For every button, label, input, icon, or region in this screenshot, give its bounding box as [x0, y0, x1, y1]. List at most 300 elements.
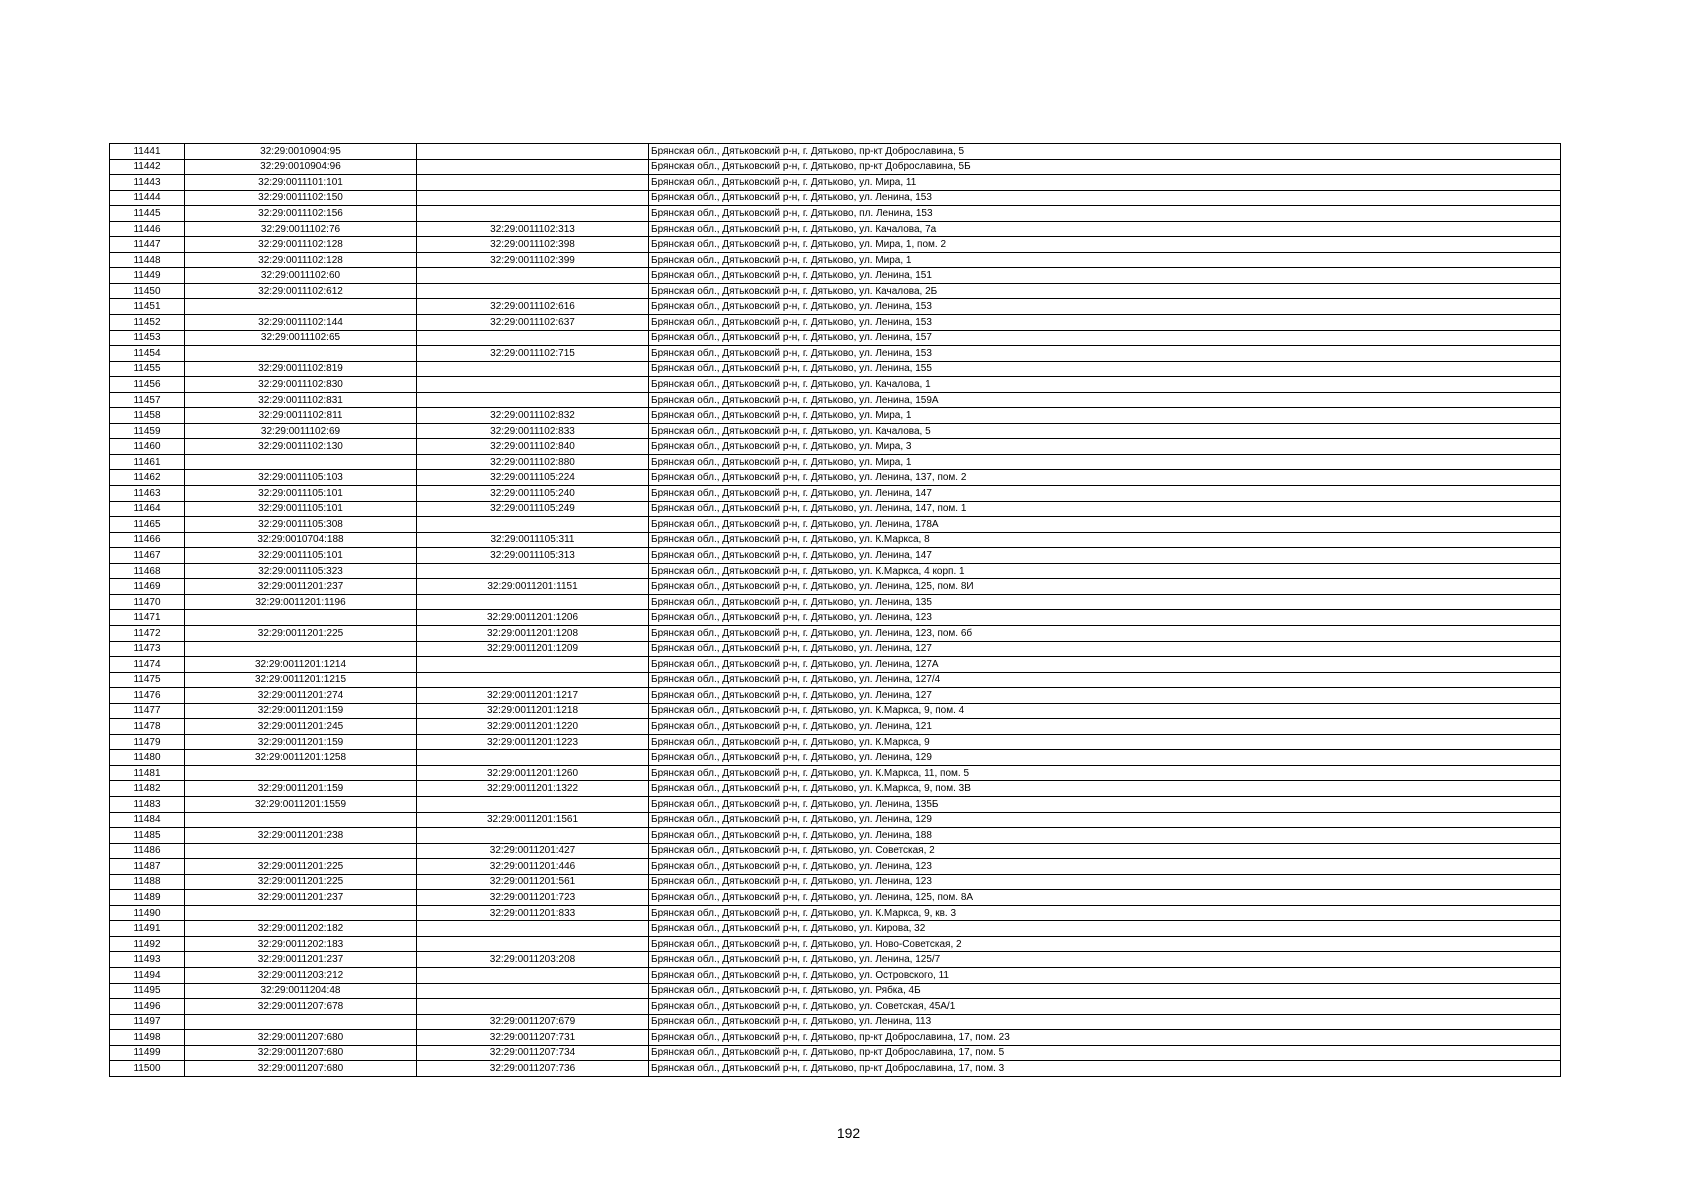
- table-row: [110, 967, 1561, 983]
- land-cadastral-number-cell: 32:29:0011102:830: [185, 377, 417, 393]
- building-cadastral-number-cell: 32:29:0011102:833: [417, 423, 649, 439]
- building-cadastral-number-cell: 32:29:0011102:637: [417, 315, 649, 331]
- row-number-cell: 11479: [110, 734, 185, 750]
- address-cell: Брянская обл., Дятьковский р-н, г. Дятьково, ул. Ленина, 157: [649, 330, 1561, 346]
- land-cadastral-number-cell: [185, 641, 417, 657]
- address-cell: Брянская обл., Дятьковский р-н, г. Дятьково, ул. Советская, 2: [649, 843, 1561, 859]
- building-cadastral-number-cell: 32:29:0011207:679: [417, 1014, 649, 1030]
- address-cell: Брянская обл., Дятьковский р-н, г. Дятьково, ул. К.Маркса, 8: [649, 532, 1561, 548]
- building-cadastral-number-cell: [417, 657, 649, 673]
- address-cell: Брянская обл., Дятьковский р-н, г. Дятьково, ул. Качалова, 7а: [649, 221, 1561, 237]
- address-cell: Брянская обл., Дятьковский р-н, г. Дятьково, ул. Ленина, 125, пом. 8А: [649, 890, 1561, 906]
- land-cadastral-number-cell: 32:29:0011102:130: [185, 439, 417, 455]
- land-cadastral-number-cell: 32:29:0011101:101: [185, 175, 417, 191]
- row-number-cell: 11499: [110, 1045, 185, 1061]
- row-number-cell: 11444: [110, 190, 185, 206]
- land-cadastral-number-cell: 32:29:0011203:212: [185, 967, 417, 983]
- land-cadastral-number-cell: [185, 843, 417, 859]
- land-cadastral-number-cell: [185, 299, 417, 315]
- row-number-cell: 11477: [110, 703, 185, 719]
- address-cell: Брянская обл., Дятьковский р-н, г. Дятьково, ул. Мира, 1: [649, 408, 1561, 424]
- table-row: [110, 563, 1561, 579]
- building-cadastral-number-cell: [417, 999, 649, 1015]
- land-cadastral-number-cell: [185, 346, 417, 362]
- building-cadastral-number-cell: [417, 828, 649, 844]
- building-cadastral-number-cell: [417, 517, 649, 533]
- building-cadastral-number-cell: [417, 144, 649, 160]
- building-cadastral-number-cell: 32:29:0011201:1223: [417, 734, 649, 750]
- registry-table: [109, 143, 1561, 1077]
- address-cell: Брянская обл., Дятьковский р-н, г. Дятьково, ул. Мира, 1: [649, 454, 1561, 470]
- table-row: [110, 190, 1561, 206]
- building-cadastral-number-cell: 32:29:0011102:313: [417, 221, 649, 237]
- table-row: [110, 719, 1561, 735]
- address-cell: Брянская обл., Дятьковский р-н, г. Дятьково, ул. К.Маркса, 4 корп. 1: [649, 563, 1561, 579]
- land-cadastral-number-cell: 32:29:0011202:182: [185, 921, 417, 937]
- table-row: [110, 252, 1561, 268]
- land-cadastral-number-cell: 32:29:0011105:101: [185, 486, 417, 502]
- address-cell: Брянская обл., Дятьковский р-н, г. Дятьково, ул. Ленина, 125/7: [649, 952, 1561, 968]
- table-row: [110, 983, 1561, 999]
- building-cadastral-number-cell: [417, 563, 649, 579]
- land-cadastral-number-cell: 32:29:0011201:159: [185, 703, 417, 719]
- address-cell: Брянская обл., Дятьковский р-н, г. Дятьково, ул. Ленина, 153: [649, 190, 1561, 206]
- address-cell: Брянская обл., Дятьковский р-н, г. Дятьково, ул. Ново-Советская, 2: [649, 936, 1561, 952]
- table-row: [110, 765, 1561, 781]
- address-cell: Брянская обл., Дятьковский р-н, г. Дятьково, ул. Советская, 45А/1: [649, 999, 1561, 1015]
- building-cadastral-number-cell: 32:29:0011105:240: [417, 486, 649, 502]
- building-cadastral-number-cell: 32:29:0011201:833: [417, 905, 649, 921]
- land-cadastral-number-cell: 32:29:0011102:144: [185, 315, 417, 331]
- table-row: [110, 548, 1561, 564]
- table-row: [110, 346, 1561, 362]
- row-number-cell: 11485: [110, 828, 185, 844]
- building-cadastral-number-cell: [417, 361, 649, 377]
- row-number-cell: 11475: [110, 672, 185, 688]
- building-cadastral-number-cell: 32:29:0011105:313: [417, 548, 649, 564]
- address-cell: Брянская обл., Дятьковский р-н, г. Дятьково, ул. Островского, 11: [649, 967, 1561, 983]
- land-cadastral-number-cell: [185, 454, 417, 470]
- land-cadastral-number-cell: 32:29:0011201:159: [185, 734, 417, 750]
- land-cadastral-number-cell: 32:29:0011102:150: [185, 190, 417, 206]
- land-cadastral-number-cell: 32:29:0011201:238: [185, 828, 417, 844]
- building-cadastral-number-cell: 32:29:0011105:311: [417, 532, 649, 548]
- table-row: [110, 283, 1561, 299]
- land-cadastral-number-cell: [185, 905, 417, 921]
- building-cadastral-number-cell: [417, 330, 649, 346]
- row-number-cell: 11458: [110, 408, 185, 424]
- address-cell: Брянская обл., Дятьковский р-н, г. Дятьково, ул. Ленина, 188: [649, 828, 1561, 844]
- address-cell: Брянская обл., Дятьковский р-н, г. Дятьково, ул. Ленина, 121: [649, 719, 1561, 735]
- land-cadastral-number-cell: 32:29:0011102:128: [185, 252, 417, 268]
- row-number-cell: 11472: [110, 625, 185, 641]
- address-cell: Брянская обл., Дятьковский р-н, г. Дятьково, ул. К.Маркса, 9: [649, 734, 1561, 750]
- building-cadastral-number-cell: 32:29:0011201:1260: [417, 765, 649, 781]
- building-cadastral-number-cell: 32:29:0011201:561: [417, 874, 649, 890]
- land-cadastral-number-cell: 32:29:0011105:308: [185, 517, 417, 533]
- building-cadastral-number-cell: 32:29:0011201:1209: [417, 641, 649, 657]
- building-cadastral-number-cell: 32:29:0011201:1217: [417, 688, 649, 704]
- table-row: [110, 517, 1561, 533]
- table-row: [110, 392, 1561, 408]
- row-number-cell: 11480: [110, 750, 185, 766]
- row-number-cell: 11496: [110, 999, 185, 1015]
- table-row: [110, 579, 1561, 595]
- row-number-cell: 11473: [110, 641, 185, 657]
- land-cadastral-number-cell: 32:29:0011102:60: [185, 268, 417, 284]
- building-cadastral-number-cell: 32:29:0011102:880: [417, 454, 649, 470]
- row-number-cell: 11461: [110, 454, 185, 470]
- table-row: [110, 221, 1561, 237]
- table-row: [110, 688, 1561, 704]
- row-number-cell: 11491: [110, 921, 185, 937]
- building-cadastral-number-cell: [417, 983, 649, 999]
- land-cadastral-number-cell: 32:29:0011201:1215: [185, 672, 417, 688]
- table-row: [110, 610, 1561, 626]
- land-cadastral-number-cell: 32:29:0011201:1214: [185, 657, 417, 673]
- row-number-cell: 11464: [110, 501, 185, 517]
- address-cell: Брянская обл., Дятьковский р-н, г. Дятьково, ул. Ленина, 137, пом. 2: [649, 470, 1561, 486]
- building-cadastral-number-cell: [417, 175, 649, 191]
- building-cadastral-number-cell: 32:29:0011201:1208: [417, 625, 649, 641]
- row-number-cell: 11481: [110, 765, 185, 781]
- table-row: [110, 750, 1561, 766]
- address-cell: Брянская обл., Дятьковский р-н, г. Дятьково, ул. Качалова, 5: [649, 423, 1561, 439]
- table-row: [110, 486, 1561, 502]
- address-cell: Брянская обл., Дятьковский р-н, г. Дятьково, ул. Ленина, 153: [649, 299, 1561, 315]
- building-cadastral-number-cell: 32:29:0011203:208: [417, 952, 649, 968]
- table-row: [110, 268, 1561, 284]
- row-number-cell: 11442: [110, 159, 185, 175]
- row-number-cell: 11443: [110, 175, 185, 191]
- address-cell: Брянская обл., Дятьковский р-н, г. Дятьково, пл. Ленина, 153: [649, 206, 1561, 222]
- land-cadastral-number-cell: 32:29:0011207:680: [185, 1061, 417, 1077]
- address-cell: Брянская обл., Дятьковский р-н, г. Дятьково, ул. Мира, 1: [649, 252, 1561, 268]
- address-cell: Брянская обл., Дятьковский р-н, г. Дятьково, пр-кт Доброславина, 17, пом. 23: [649, 1030, 1561, 1046]
- address-cell: Брянская обл., Дятьковский р-н, г. Дятьково, ул. Ленина, 129: [649, 750, 1561, 766]
- building-cadastral-number-cell: [417, 936, 649, 952]
- table-row: [110, 657, 1561, 673]
- land-cadastral-number-cell: 32:29:0011201:1258: [185, 750, 417, 766]
- table-row: [110, 315, 1561, 331]
- table-row: [110, 377, 1561, 393]
- land-cadastral-number-cell: 32:29:0011102:69: [185, 423, 417, 439]
- table-row: [110, 703, 1561, 719]
- building-cadastral-number-cell: 32:29:0011207:734: [417, 1045, 649, 1061]
- row-number-cell: 11489: [110, 890, 185, 906]
- building-cadastral-number-cell: 32:29:0011102:616: [417, 299, 649, 315]
- row-number-cell: 11460: [110, 439, 185, 455]
- land-cadastral-number-cell: 32:29:0011102:128: [185, 237, 417, 253]
- building-cadastral-number-cell: 32:29:0011105:249: [417, 501, 649, 517]
- table-row: [110, 625, 1561, 641]
- table-row: [110, 952, 1561, 968]
- address-cell: Брянская обл., Дятьковский р-н, г. Дятьково, ул. Ленина, 153: [649, 346, 1561, 362]
- table-row: [110, 594, 1561, 610]
- table-row: [110, 144, 1561, 160]
- row-number-cell: 11497: [110, 1014, 185, 1030]
- address-cell: Брянская обл., Дятьковский р-н, г. Дятьково, ул. К.Маркса, 11, пом. 5: [649, 765, 1561, 781]
- building-cadastral-number-cell: [417, 268, 649, 284]
- land-cadastral-number-cell: 32:29:0011201:159: [185, 781, 417, 797]
- land-cadastral-number-cell: 32:29:0011105:103: [185, 470, 417, 486]
- table-row: [110, 1014, 1561, 1030]
- address-cell: Брянская обл., Дятьковский р-н, г. Дятьково, пр-кт Доброславина, 5: [649, 144, 1561, 160]
- building-cadastral-number-cell: 32:29:0011201:1561: [417, 812, 649, 828]
- land-cadastral-number-cell: 32:29:0011201:1559: [185, 796, 417, 812]
- address-cell: Брянская обл., Дятьковский р-н, г. Дятьково, ул. Ленина, 127: [649, 688, 1561, 704]
- land-cadastral-number-cell: 32:29:0011102:819: [185, 361, 417, 377]
- land-cadastral-number-cell: 32:29:0011201:245: [185, 719, 417, 735]
- building-cadastral-number-cell: [417, 392, 649, 408]
- address-cell: Брянская обл., Дятьковский р-н, г. Дятьково, ул. Мира, 3: [649, 439, 1561, 455]
- table-row: [110, 890, 1561, 906]
- row-number-cell: 11468: [110, 563, 185, 579]
- table-row: [110, 672, 1561, 688]
- building-cadastral-number-cell: 32:29:0011207:731: [417, 1030, 649, 1046]
- table-row: [110, 641, 1561, 657]
- row-number-cell: 11454: [110, 346, 185, 362]
- row-number-cell: 11441: [110, 144, 185, 160]
- address-cell: Брянская обл., Дятьковский р-н, г. Дятьково, ул. Ленина, 123: [649, 610, 1561, 626]
- address-cell: Брянская обл., Дятьковский р-н, г. Дятьково, ул. Ленина, 147: [649, 548, 1561, 564]
- land-cadastral-number-cell: 32:29:0011102:76: [185, 221, 417, 237]
- building-cadastral-number-cell: [417, 672, 649, 688]
- land-cadastral-number-cell: 32:29:0011207:680: [185, 1045, 417, 1061]
- row-number-cell: 11498: [110, 1030, 185, 1046]
- table-row: [110, 843, 1561, 859]
- table-row: [110, 999, 1561, 1015]
- row-number-cell: 11465: [110, 517, 185, 533]
- registry-table-body: [110, 144, 1561, 1077]
- building-cadastral-number-cell: [417, 283, 649, 299]
- table-row: [110, 734, 1561, 750]
- table-row: [110, 921, 1561, 937]
- building-cadastral-number-cell: 32:29:0011201:1322: [417, 781, 649, 797]
- land-cadastral-number-cell: 32:29:0010904:95: [185, 144, 417, 160]
- building-cadastral-number-cell: 32:29:0011201:1220: [417, 719, 649, 735]
- building-cadastral-number-cell: 32:29:0011201:723: [417, 890, 649, 906]
- row-number-cell: 11456: [110, 377, 185, 393]
- row-number-cell: 11447: [110, 237, 185, 253]
- row-number-cell: 11482: [110, 781, 185, 797]
- land-cadastral-number-cell: 32:29:0011201:225: [185, 874, 417, 890]
- building-cadastral-number-cell: 32:29:0011201:446: [417, 859, 649, 875]
- table-row: [110, 1045, 1561, 1061]
- land-cadastral-number-cell: 32:29:0011201:225: [185, 859, 417, 875]
- table-row: [110, 361, 1561, 377]
- land-cadastral-number-cell: 32:29:0011201:274: [185, 688, 417, 704]
- land-cadastral-number-cell: 32:29:0011105:101: [185, 548, 417, 564]
- address-cell: Брянская обл., Дятьковский р-н, г. Дятьково, ул. Ленина, 151: [649, 268, 1561, 284]
- building-cadastral-number-cell: 32:29:0011201:1218: [417, 703, 649, 719]
- address-cell: Брянская обл., Дятьковский р-н, г. Дятьково, ул. Ленина, 178А: [649, 517, 1561, 533]
- page-number: 192: [836, 1125, 861, 1141]
- row-number-cell: 11483: [110, 796, 185, 812]
- building-cadastral-number-cell: [417, 750, 649, 766]
- table-row: [110, 439, 1561, 455]
- address-cell: Брянская обл., Дятьковский р-н, г. Дятьково, ул. Ленина, 153: [649, 315, 1561, 331]
- address-cell: Брянская обл., Дятьковский р-н, г. Дятьково, ул. Ленина, 125, пом. 8И: [649, 579, 1561, 595]
- table-row: [110, 812, 1561, 828]
- row-number-cell: 11500: [110, 1061, 185, 1077]
- address-cell: Брянская обл., Дятьковский р-н, г. Дятьково, ул. К.Маркса, 9, кв. 3: [649, 905, 1561, 921]
- table-row: [110, 423, 1561, 439]
- row-number-cell: 11492: [110, 936, 185, 952]
- building-cadastral-number-cell: 32:29:0011201:427: [417, 843, 649, 859]
- table-row: [110, 781, 1561, 797]
- table-row: [110, 828, 1561, 844]
- row-number-cell: 11494: [110, 967, 185, 983]
- row-number-cell: 11457: [110, 392, 185, 408]
- row-number-cell: 11469: [110, 579, 185, 595]
- address-cell: Брянская обл., Дятьковский р-н, г. Дятьково, ул. Ленина, 129: [649, 812, 1561, 828]
- row-number-cell: 11471: [110, 610, 185, 626]
- table-row: [110, 501, 1561, 517]
- row-number-cell: 11478: [110, 719, 185, 735]
- building-cadastral-number-cell: [417, 377, 649, 393]
- land-cadastral-number-cell: 32:29:0011102:65: [185, 330, 417, 346]
- building-cadastral-number-cell: [417, 159, 649, 175]
- address-cell: Брянская обл., Дятьковский р-н, г. Дятьково, ул. Качалова, 1: [649, 377, 1561, 393]
- table-row: [110, 874, 1561, 890]
- row-number-cell: 11449: [110, 268, 185, 284]
- address-cell: Брянская обл., Дятьковский р-н, г. Дятьково, ул. Мира, 1, пом. 2: [649, 237, 1561, 253]
- row-number-cell: 11488: [110, 874, 185, 890]
- table-row: [110, 532, 1561, 548]
- address-cell: Брянская обл., Дятьковский р-н, г. Дятьково, ул. Ленина, 155: [649, 361, 1561, 377]
- table-row: [110, 905, 1561, 921]
- land-cadastral-number-cell: [185, 765, 417, 781]
- land-cadastral-number-cell: 32:29:0011105:323: [185, 563, 417, 579]
- table-row: [110, 1030, 1561, 1046]
- address-cell: Брянская обл., Дятьковский р-н, г. Дятьково, ул. К.Маркса, 9, пом. 3В: [649, 781, 1561, 797]
- table-row: [110, 1061, 1561, 1077]
- table-row: [110, 454, 1561, 470]
- row-number-cell: 11450: [110, 283, 185, 299]
- row-number-cell: 11493: [110, 952, 185, 968]
- row-number-cell: 11487: [110, 859, 185, 875]
- address-cell: Брянская обл., Дятьковский р-н, г. Дятьково, ул. Рябка, 4Б: [649, 983, 1561, 999]
- land-cadastral-number-cell: 32:29:0011207:678: [185, 999, 417, 1015]
- row-number-cell: 11451: [110, 299, 185, 315]
- building-cadastral-number-cell: [417, 967, 649, 983]
- land-cadastral-number-cell: 32:29:0011102:612: [185, 283, 417, 299]
- building-cadastral-number-cell: [417, 921, 649, 937]
- address-cell: Брянская обл., Дятьковский р-н, г. Дятьково, ул. Ленина, 135: [649, 594, 1561, 610]
- land-cadastral-number-cell: 32:29:0011207:680: [185, 1030, 417, 1046]
- land-cadastral-number-cell: 32:29:0011204:48: [185, 983, 417, 999]
- row-number-cell: 11455: [110, 361, 185, 377]
- table-row: [110, 470, 1561, 486]
- row-number-cell: 11466: [110, 532, 185, 548]
- address-cell: Брянская обл., Дятьковский р-н, г. Дятьково, ул. Ленина, 127А: [649, 657, 1561, 673]
- land-cadastral-number-cell: 32:29:0011201:1196: [185, 594, 417, 610]
- row-number-cell: 11448: [110, 252, 185, 268]
- building-cadastral-number-cell: 32:29:0011102:832: [417, 408, 649, 424]
- row-number-cell: 11474: [110, 657, 185, 673]
- land-cadastral-number-cell: [185, 1014, 417, 1030]
- building-cadastral-number-cell: 32:29:0011102:715: [417, 346, 649, 362]
- address-cell: Брянская обл., Дятьковский р-н, г. Дятьково, ул. Ленина, 127: [649, 641, 1561, 657]
- address-cell: Брянская обл., Дятьковский р-н, г. Дятьково, ул. Ленина, 123, пом. 6б: [649, 625, 1561, 641]
- address-cell: Брянская обл., Дятьковский р-н, г. Дятьково, ул. Ленина, 123: [649, 874, 1561, 890]
- table-row: [110, 159, 1561, 175]
- land-cadastral-number-cell: 32:29:0011201:225: [185, 625, 417, 641]
- land-cadastral-number-cell: 32:29:0011201:237: [185, 890, 417, 906]
- row-number-cell: 11453: [110, 330, 185, 346]
- land-cadastral-number-cell: 32:29:0011201:237: [185, 952, 417, 968]
- land-cadastral-number-cell: 32:29:0011202:183: [185, 936, 417, 952]
- building-cadastral-number-cell: 32:29:0011102:399: [417, 252, 649, 268]
- row-number-cell: 11490: [110, 905, 185, 921]
- building-cadastral-number-cell: 32:29:0011201:1206: [417, 610, 649, 626]
- row-number-cell: 11484: [110, 812, 185, 828]
- address-cell: Брянская обл., Дятьковский р-н, г. Дятьково, пр-кт Доброславина, 5Б: [649, 159, 1561, 175]
- building-cadastral-number-cell: [417, 796, 649, 812]
- building-cadastral-number-cell: 32:29:0011207:736: [417, 1061, 649, 1077]
- row-number-cell: 11446: [110, 221, 185, 237]
- land-cadastral-number-cell: [185, 812, 417, 828]
- address-cell: Брянская обл., Дятьковский р-н, г. Дятьково, ул. К.Маркса, 9, пом. 4: [649, 703, 1561, 719]
- land-cadastral-number-cell: 32:29:0011102:811: [185, 408, 417, 424]
- land-cadastral-number-cell: 32:29:0011201:237: [185, 579, 417, 595]
- row-number-cell: 11486: [110, 843, 185, 859]
- row-number-cell: 11467: [110, 548, 185, 564]
- building-cadastral-number-cell: [417, 206, 649, 222]
- address-cell: Брянская обл., Дятьковский р-н, г. Дятьково, ул. Качалова, 2Б: [649, 283, 1561, 299]
- table-row: [110, 796, 1561, 812]
- table-row: [110, 936, 1561, 952]
- building-cadastral-number-cell: 32:29:0011102:840: [417, 439, 649, 455]
- table-row: [110, 175, 1561, 191]
- address-cell: Брянская обл., Дятьковский р-н, г. Дятьково, ул. Ленина, 127/4: [649, 672, 1561, 688]
- table-row: [110, 330, 1561, 346]
- address-cell: Брянская обл., Дятьковский р-н, г. Дятьково, ул. Ленина, 159А: [649, 392, 1561, 408]
- address-cell: Брянская обл., Дятьковский р-н, г. Дятьково, ул. Ленина, 123: [649, 859, 1561, 875]
- building-cadastral-number-cell: 32:29:0011201:1151: [417, 579, 649, 595]
- table-row: [110, 859, 1561, 875]
- table-row: [110, 206, 1561, 222]
- building-cadastral-number-cell: 32:29:0011105:224: [417, 470, 649, 486]
- land-cadastral-number-cell: 32:29:0011102:831: [185, 392, 417, 408]
- row-number-cell: 11470: [110, 594, 185, 610]
- table-row: [110, 408, 1561, 424]
- row-number-cell: 11495: [110, 983, 185, 999]
- row-number-cell: 11463: [110, 486, 185, 502]
- building-cadastral-number-cell: [417, 190, 649, 206]
- address-cell: Брянская обл., Дятьковский р-н, г. Дятьково, ул. Ленина, 113: [649, 1014, 1561, 1030]
- row-number-cell: 11445: [110, 206, 185, 222]
- land-cadastral-number-cell: 32:29:0011102:156: [185, 206, 417, 222]
- building-cadastral-number-cell: [417, 594, 649, 610]
- building-cadastral-number-cell: 32:29:0011102:398: [417, 237, 649, 253]
- row-number-cell: 11476: [110, 688, 185, 704]
- address-cell: Брянская обл., Дятьковский р-н, г. Дятьково, ул. Кирова, 32: [649, 921, 1561, 937]
- address-cell: Брянская обл., Дятьковский р-н, г. Дятьково, ул. Мира, 11: [649, 175, 1561, 191]
- table-row: [110, 237, 1561, 253]
- table-row: [110, 299, 1561, 315]
- address-cell: Брянская обл., Дятьковский р-н, г. Дятьково, пр-кт Доброславина, 17, пом. 3: [649, 1061, 1561, 1077]
- land-cadastral-number-cell: [185, 610, 417, 626]
- land-cadastral-number-cell: 32:29:0010904:96: [185, 159, 417, 175]
- land-cadastral-number-cell: 32:29:0010704:188: [185, 532, 417, 548]
- address-cell: Брянская обл., Дятьковский р-н, г. Дятьково, ул. Ленина, 147: [649, 486, 1561, 502]
- address-cell: Брянская обл., Дятьковский р-н, г. Дятьково, ул. Ленина, 135Б: [649, 796, 1561, 812]
- row-number-cell: 11459: [110, 423, 185, 439]
- address-cell: Брянская обл., Дятьковский р-н, г. Дятьково, пр-кт Доброславина, 17, пом. 5: [649, 1045, 1561, 1061]
- land-cadastral-number-cell: 32:29:0011105:101: [185, 501, 417, 517]
